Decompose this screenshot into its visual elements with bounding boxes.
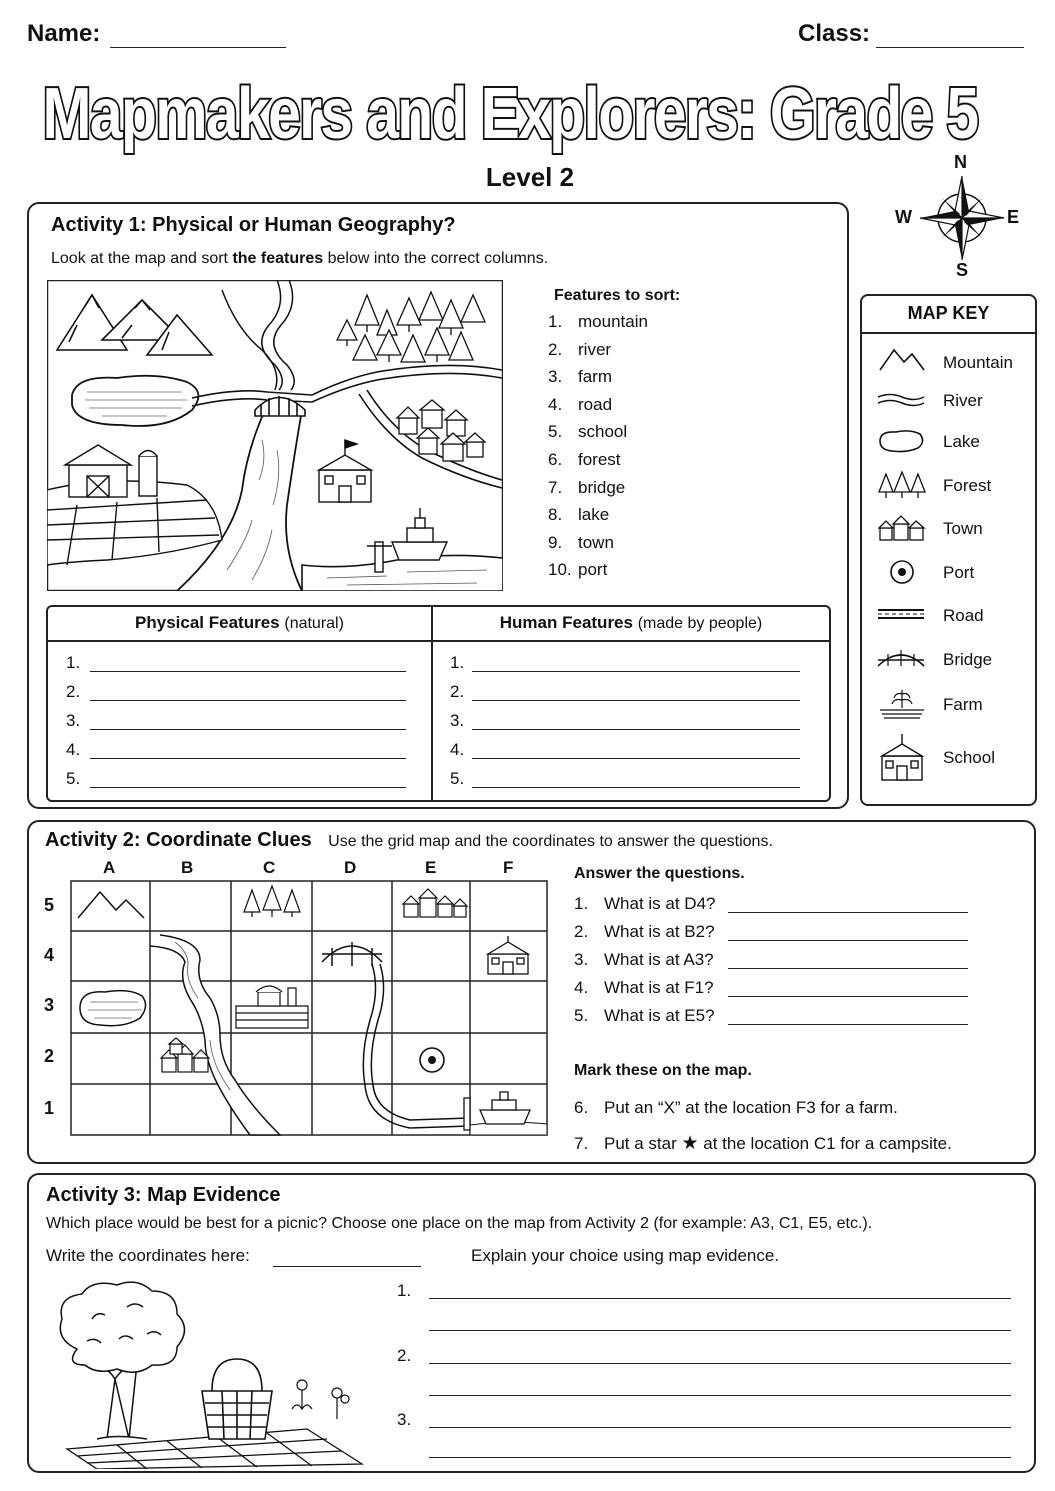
question-text: What is at D4? [604,894,716,913]
activity2-instruction: Use the grid map and the coordinates to answer the questions. [328,833,773,850]
question-item: 4. What is at F1? [574,978,714,997]
name-field[interactable] [110,22,286,48]
question-answer-line[interactable] [728,895,968,913]
activity2-panel [27,820,1036,1164]
grid-col-label: D [344,858,357,877]
feature-label: port [578,560,608,579]
question-text: What is at E5? [604,1006,715,1025]
explain-number: 1. [397,1281,412,1300]
feature-item: 8. lake [548,505,610,524]
picnic-basket-icon [202,1359,272,1439]
activity3-panel [27,1173,1036,1473]
blank-number: 1. [450,653,465,672]
question-item: 1. What is at D4? [574,894,716,913]
school-icon [878,732,926,782]
name-label: Name: [27,20,101,47]
feature-item: 4. road [548,395,613,414]
activity3-title: Activity 3: Map Evidence [46,1184,281,1206]
blank-number: 4. [450,740,465,759]
instruction-pre: Look at the map and sort [51,250,233,267]
map-key-label: School [943,748,995,767]
feature-item: 10. port [548,560,608,579]
map-key-label: Forest [943,476,992,495]
river-icon [150,935,280,1135]
physical-answer-line[interactable] [90,758,406,759]
blank-number: 3. [450,711,465,730]
activity1-title: Activity 1: Physical or Human Geography? [51,214,456,236]
question-answer-line[interactable] [728,923,968,941]
feature-item: 3. farm [548,367,612,386]
human-answer-line[interactable] [472,787,800,788]
explain-line[interactable] [429,1427,1011,1428]
town-icon [161,1038,209,1072]
flower-icon [292,1380,349,1419]
activity2-heading [45,829,773,852]
question-item: 3. What is at A3? [574,950,714,969]
feature-item: 7. bridge [548,478,626,497]
feature-label: town [578,533,614,552]
farm-icon [236,986,308,1028]
explain-label: Explain your choice using map evidence. [471,1246,780,1265]
port-icon [888,558,916,586]
question-answer-line[interactable] [728,951,968,969]
feature-label: mountain [578,312,648,331]
feature-item: 9. town [548,533,614,552]
answer-title: Answer the questions. [574,865,745,882]
explain-line[interactable] [429,1330,1011,1331]
compass-e: E [1007,207,1020,227]
bridge-icon [322,942,382,966]
level-label: Level 2 [485,162,575,192]
grid-row-label: 2 [44,1046,55,1066]
explain-line[interactable] [429,1395,1011,1396]
grid-col-label: F [503,858,514,877]
coords-field[interactable] [273,1247,421,1267]
feature-item: 1. mountain [548,312,648,331]
features-title: Features to sort: [554,287,681,304]
physical-answer-line[interactable] [90,671,406,672]
blank-number: 4. [66,740,81,759]
mark-item-6: 6. Put an “X” at the location F3 for a farm. [574,1098,898,1117]
compass-star-icon [917,174,1007,262]
human-header-sub: (made by people) [637,615,763,632]
feature-label: road [578,395,613,414]
human-header [433,613,829,633]
grid-col-label: C [263,858,276,877]
explain-line[interactable] [429,1298,1011,1299]
activity2-title: Activity 2: Coordinate Clues [45,829,312,851]
map-key-title: MAP KEY [907,303,990,323]
port-icon [420,1048,444,1072]
river-icon [876,392,926,408]
town-icon [878,514,926,542]
map-key-label: Lake [943,432,980,451]
forest-icon [244,886,300,917]
grid-row-label: 3 [44,995,55,1015]
mark-item-7: 7. Put a star ★ at the location C1 for a campsite. [574,1133,952,1154]
tree-icon [60,1282,184,1439]
page-title: Mapmakers and Explorers: Grade 5 [42,74,979,154]
physical-header-sub: (natural) [284,615,344,632]
activity3-instruction: Which place would be best for a picnic? Choose one place on the map from Activity 2 (for example: A3, C1, E5, etc.). [46,1215,873,1232]
feature-label: school [578,422,628,441]
title-banner [0,58,1055,158]
blank-number: 5. [450,769,465,788]
map-key-label: Road [943,606,984,625]
map-key-label: Farm [943,695,983,714]
question-item: 5. What is at E5? [574,1006,715,1025]
question-answer-line[interactable] [728,979,968,997]
human-header-label: Human Features [499,613,633,632]
bridge-icon [876,644,926,670]
compass-rose [895,152,1030,282]
blank-number: 2. [66,682,81,701]
compass-s: S [956,260,969,280]
lake-icon [80,991,146,1026]
mountain-icon [878,346,926,372]
map-key-label: Port [943,563,975,582]
mark-6-text: Put an “X” at the location F3 for a farm. [604,1098,898,1117]
physical-header-label: Physical Features [135,613,280,632]
coordinate-grid-map[interactable] [70,880,550,1146]
picnic-illustration [37,1279,382,1469]
human-answer-line[interactable] [472,758,800,759]
feature-label: forest [578,450,621,469]
school-icon [488,936,528,974]
grid-col-label: A [103,858,116,877]
human-answer-line[interactable] [472,671,800,672]
mountain-icon [78,892,144,918]
compass-n: N [954,152,967,172]
blank-number: 3. [66,711,81,730]
question-text: What is at B2? [604,922,715,941]
feature-item: 2. river [548,340,612,359]
activity1-panel [27,202,849,809]
instruction-post: below into the correct columns. [323,250,549,267]
activity1-instruction [51,250,548,268]
compass-w: W [895,207,912,227]
coords-label: Write the coordinates here: [46,1246,250,1265]
town-icon [403,889,467,917]
feature-item: 6. forest [548,450,621,469]
road-icon [876,608,926,620]
blank-number: 1. [66,653,81,672]
explain-number: 2. [397,1346,412,1365]
grid-row-label: 4 [44,945,55,965]
star-icon: ★ [681,1133,699,1154]
question-text: What is at F1? [604,978,714,997]
question-item: 2. What is at B2? [574,922,715,941]
human-answer-line[interactable] [472,700,800,701]
map-key-label: Mountain [943,353,1013,372]
map-key-panel [860,294,1037,806]
explain-number: 3. [397,1410,412,1429]
mark-7-pre: Put a star [604,1134,677,1153]
blank-number: 5. [66,769,81,788]
explain-line[interactable] [429,1363,1011,1364]
map-key-label: Bridge [943,650,993,669]
activity1-map-illustration [47,280,503,591]
grid-col-label: B [181,858,194,877]
question-answer-line[interactable] [728,1007,968,1025]
lake-icon [876,428,926,454]
feature-label: lake [578,505,610,524]
feature-label: bridge [578,478,626,497]
mark-7-post: at the location C1 for a campsite. [703,1134,952,1153]
sort-table [46,605,831,802]
forest-icon [878,470,926,500]
grid-row-label: 1 [44,1098,55,1118]
physical-header [48,613,431,633]
physical-answer-line[interactable] [90,729,406,730]
farm-icon [878,686,926,720]
map-key-label: River [943,391,983,410]
class-field[interactable] [876,22,1024,48]
mark-title: Mark these on the map. [574,1062,752,1079]
human-answer-line[interactable] [472,729,800,730]
feature-item: 5. school [548,422,628,441]
feature-label: river [578,340,612,359]
class-label: Class: [798,20,871,47]
grid-col-label: E [425,858,437,877]
question-text: What is at A3? [604,950,714,969]
feature-label: farm [578,367,612,386]
physical-answer-line[interactable] [90,787,406,788]
physical-answer-line[interactable] [90,700,406,701]
instruction-bold: the features [232,250,324,267]
explain-line[interactable] [429,1457,1011,1458]
grid-row-label: 5 [44,895,55,915]
map-key-label: Town [943,519,983,538]
blank-number: 2. [450,682,465,701]
lake-icon [72,376,198,426]
